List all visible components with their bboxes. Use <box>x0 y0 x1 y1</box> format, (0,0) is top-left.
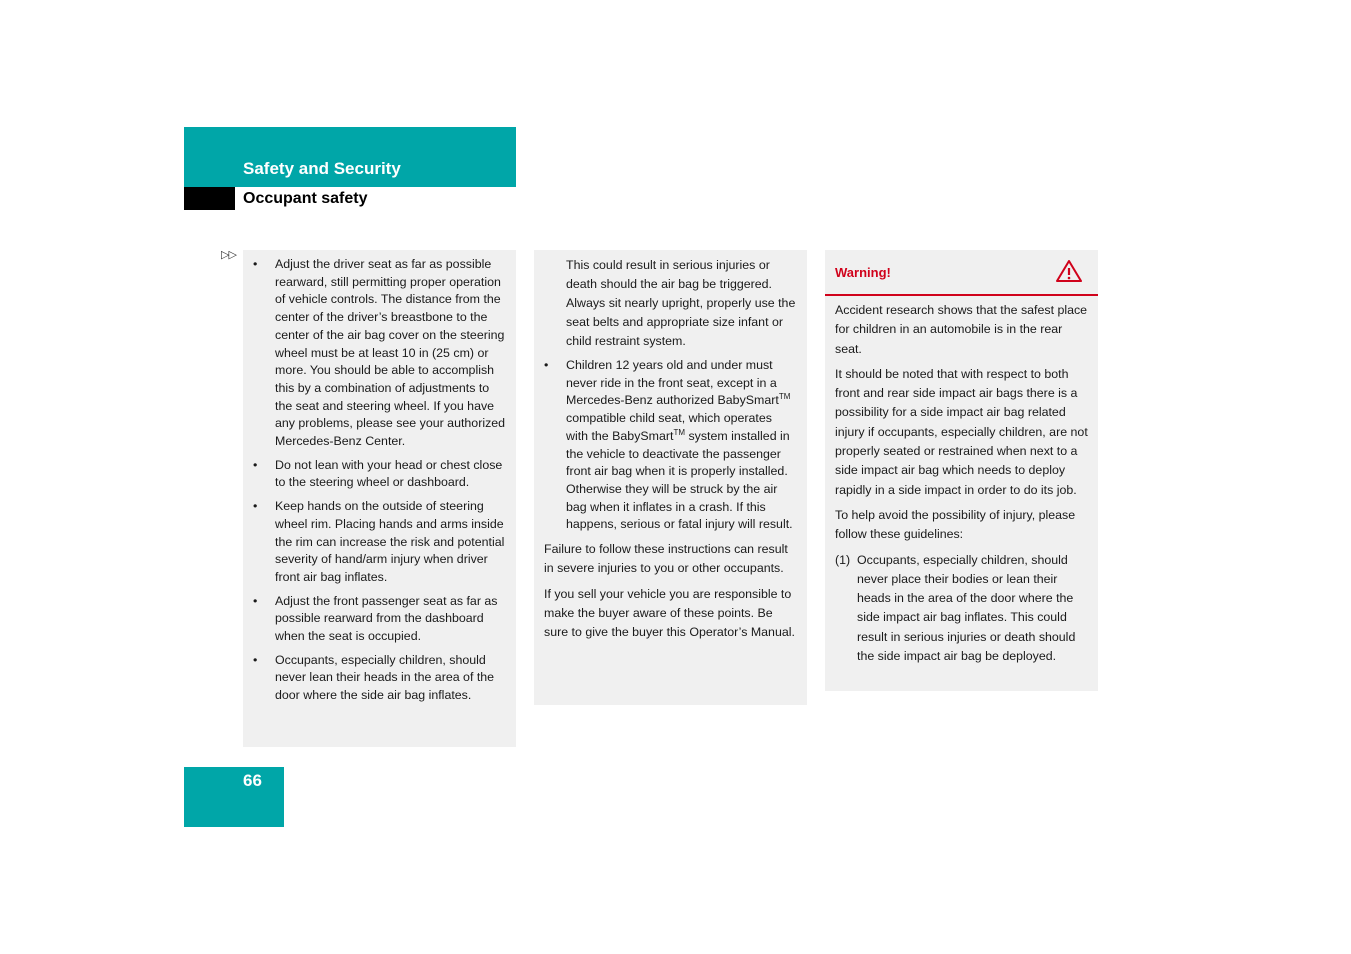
bullet-list <box>544 357 797 534</box>
list-item: • Adjust the front passenger seat as far as possible rearward from the dashboard when the seat is occupied. <box>253 593 498 644</box>
bullet-icon: • <box>253 499 258 514</box>
list-item: (1) Occupants, especially children, should never place their bodies or lean their heads in the area of the door where the side impact air bag inflates. This could result in serious injuries or death should the side impact air bag be deployed. <box>835 552 1076 664</box>
paragraph: To help avoid the possibility of injury, please follow these guidelines: <box>835 507 1076 542</box>
section-tab-marker <box>184 187 235 210</box>
warning-body <box>825 296 1098 666</box>
column-2 <box>534 250 807 705</box>
column-1 <box>243 250 516 747</box>
paragraph: It should be noted that with respect to both front and rear side impact air bags there is a possibility for a side impact air bag related injury if occupants, especially children, are not properly seated or restrained when next to a side impact air bag which needs to deploy rapidly in a side impact in order to do its job. <box>835 366 1088 497</box>
bullet-icon: • <box>544 358 549 372</box>
continued-from-previous-icon: ▷▷ <box>221 249 236 261</box>
bullet-icon: • <box>253 593 258 608</box>
paragraph: Failure to follow these instructions can result in severe injuries to you or other occupants. <box>544 542 788 576</box>
trademark-mark: TM <box>778 392 791 402</box>
paragraph: If you sell your vehicle you are responsible to make the buyer aware of these points. Be sure to give the buyer this Operator’s Manual. <box>544 587 795 640</box>
warning-box <box>825 250 1098 691</box>
warning-header <box>825 250 1098 296</box>
list-item: • Do not lean with your head or chest close to the steering wheel or dashboard. <box>253 457 503 490</box>
warning-triangle-icon <box>1056 259 1082 283</box>
numbered-list <box>835 551 1088 667</box>
list-item: • Occupants, especially children, should never lean their heads in the area of the door where the side air bag inflates. <box>253 652 495 703</box>
bullet-continuation: This could result in serious injuries or death should the air bag be triggered. Always sit nearly upright, properly use the seat belts and appropriate size infant or child restraint system. <box>566 258 796 348</box>
subsection-title: Occupant safety <box>243 190 368 207</box>
bullet-icon: • <box>253 257 258 271</box>
bullet-list <box>253 256 506 705</box>
bullet-icon: • <box>253 457 258 472</box>
warning-title: Warning! <box>835 265 891 280</box>
paragraph: Accident research shows that the safest place for children in an automobile is in the rear seat. <box>835 303 1088 356</box>
list-item: • Adjust the driver seat as far as possible rearward, still permitting proper operation of vehicle controls. The distance from the center of the driver’s breastbone to the center of the air bag cover on the steering wheel must be at least 10 in (25 cm) or more. You should be able to accomplish this by a combination of adjustments to the seat and steering wheel. If you have any problems, please see your authorized Mercedes-Benz Center. <box>253 257 506 449</box>
page-number: 66 <box>243 771 262 790</box>
list-item: • Children 12 years old and under must never ride in the front seat, except in a Mercedes-Benz authorized BabySmart™ compatible child seat, which operates with the BabySmart™ system installed in the vehicle to deactivate the passenger front air bag when it is properly installed. Otherwise they will be struck by the air bag when it inflates in a crash. If this happens, serious or fatal injury will result. <box>544 358 793 532</box>
list-item: • Keep hands on the outside of steering wheel rim. Placing hands and arms inside the rim can increase the risk and potential severity of hand/arm injury when driver front air bag inflates. <box>253 499 505 584</box>
bullet-icon: • <box>253 652 258 667</box>
page-number-box <box>184 767 284 827</box>
trademark-mark: TM <box>673 427 685 437</box>
section-title: Safety and Security <box>243 159 401 178</box>
